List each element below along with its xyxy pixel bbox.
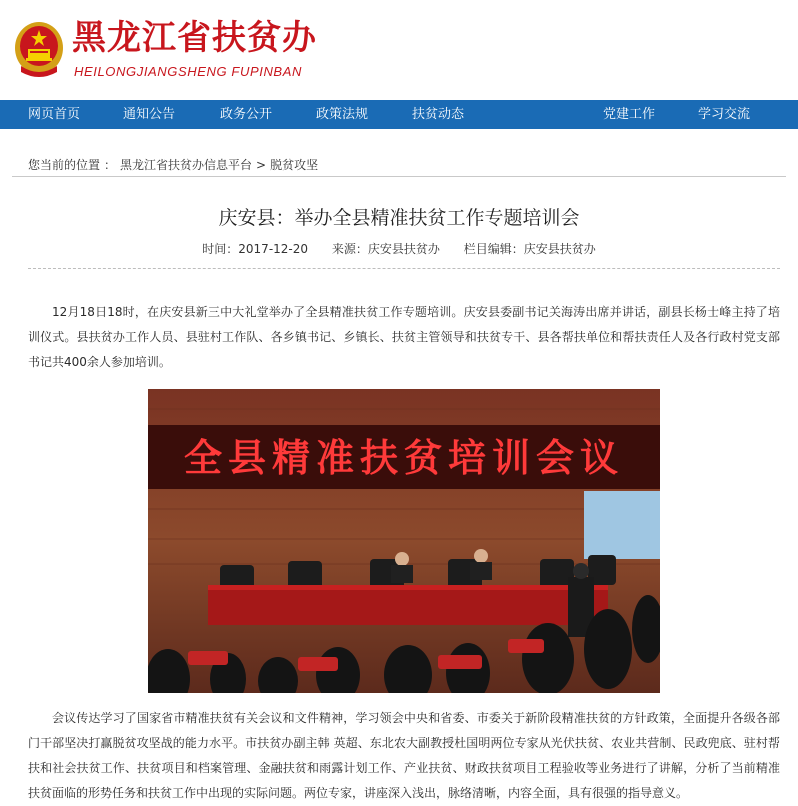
- nav-policies[interactable]: 政策法规: [316, 107, 369, 122]
- meta-divider: [28, 268, 780, 269]
- article-meta: [0, 240, 798, 257]
- breadcrumb-label: 您当前的位置: [28, 158, 101, 172]
- nav-home[interactable]: 网页首页: [28, 107, 81, 122]
- photo-banner-text: 全县精准扶贫培训会议: [183, 436, 625, 480]
- breadcrumb-link-platform[interactable]: 黑龙江省扶贫办信息平台: [120, 158, 253, 172]
- article-photo: [148, 389, 660, 693]
- breadcrumb: [12, 153, 786, 177]
- meeting-photo: [148, 389, 660, 693]
- nav-poverty-news[interactable]: 扶贫动态: [412, 107, 465, 122]
- article-editor: 栏目编辑：庆安县扶贫办: [463, 242, 596, 256]
- breadcrumb-separator: >: [256, 158, 267, 172]
- breadcrumb-colon: ：: [104, 158, 117, 172]
- nav-government-affairs[interactable]: 政务公开: [220, 107, 273, 122]
- site-title: 黑龙江省扶贫办: [72, 18, 317, 58]
- main-nav: [0, 100, 798, 129]
- nav-party-building[interactable]: 党建工作: [603, 107, 656, 122]
- article-time: 时间：2017-12-20: [202, 242, 309, 256]
- breadcrumb-link-category[interactable]: 脱贫攻坚: [270, 158, 319, 172]
- article-paragraph-1: 12月18日18时，在庆安县新三中大礼堂举办了全县精准扶贫工作专题培训。庆安县委副书记关海涛出席并讲话，副县长杨士峰主持了培训仪式。县扶贫办工作人员、县驻村工作队、各乡镇书记、乡镇长、扶贫主管领导和扶贫专干、县各帮扶单位和帮扶责任人及各行政村党支部书记共400余人参加培训。: [28, 305, 780, 369]
- site-header: [0, 0, 798, 100]
- site-subtitle: HEILONGJIANGSHENG FUPINBAN: [74, 64, 302, 79]
- national-emblem-icon: [13, 20, 65, 78]
- article-paragraph-2: 会议传达学习了国家省市精准扶贫有关会议和文件精神，学习领会中央和省委、市委关于新阶段精准扶贫的方针政策，全面提升各级各部门干部坚决打赢脱贫攻坚战的能力水平。市扶贫办副主韩 英超、东北农大副教授杜国明两位专家从光伏扶贫、农业共营制、民政兜底、驻村帮扶和社会扶贫工作、扶贫项目和档案管理、金融扶贫和雨露计划工作、产业扶贫、财政扶贫项目工程验收等业务进行了讲解，分析了当前精准扶贫面临的形势任务和扶贫工作中出现的实际问题。两位专家，讲座深入浅出，脉络清晰，内容全面，具有很强的指导意义。: [28, 711, 780, 800]
- nav-learning[interactable]: 学习交流: [698, 107, 751, 122]
- article-source: 来源：庆安县扶贫办: [331, 242, 440, 256]
- nav-notices[interactable]: 通知公告: [123, 107, 176, 122]
- article-title: 庆安县：举办全县精准扶贫工作专题培训会: [218, 207, 580, 229]
